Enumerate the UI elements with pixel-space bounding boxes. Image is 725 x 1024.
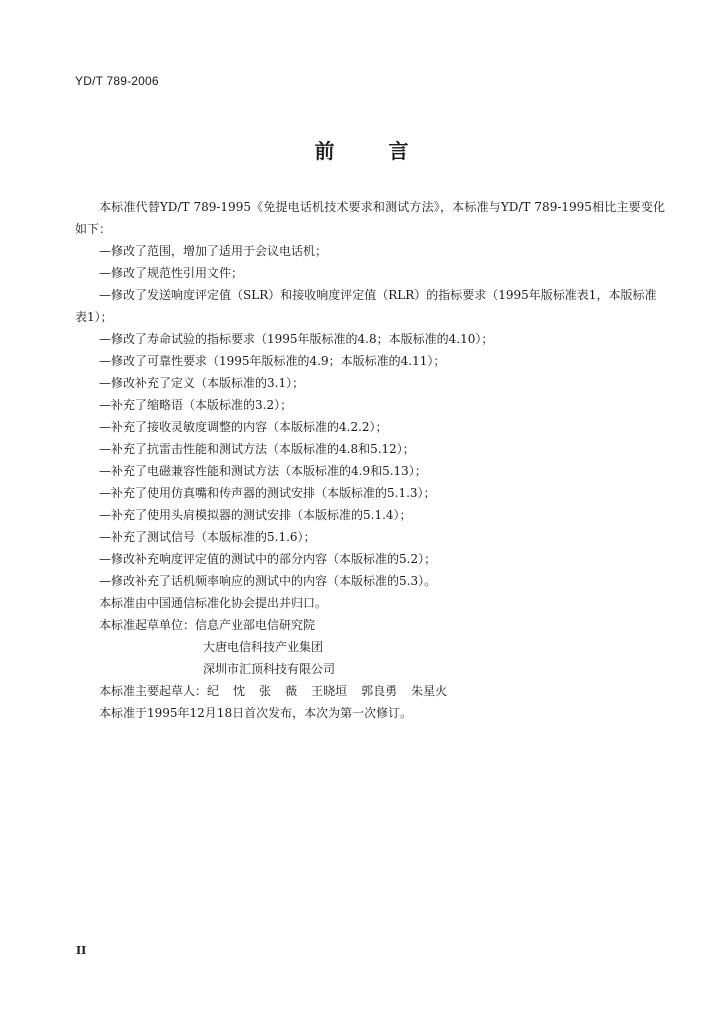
intro-line-1: 本标准代替YD/T 789-1995《免提电话机技术要求和测试方法》，本标准与YD/T 789-1995相比主要 bbox=[99, 200, 641, 214]
history-note: 本标准于1995年12月18日首次发布，本次为第一次修订。 bbox=[99, 706, 413, 720]
drafter-name: 张 bbox=[259, 684, 272, 698]
intro-line-2: 变化如下： bbox=[75, 200, 665, 236]
change-item: —修改了寿命试验的指标要求（1995年版标准的4.8；本版标准的4.10）； bbox=[99, 332, 494, 346]
change-item: —补充了电磁兼容性能和测试方法（本版标准的4.9和5.13）； bbox=[99, 464, 427, 478]
page-number: II bbox=[76, 944, 87, 957]
drafter-name: 纪 bbox=[207, 684, 220, 698]
document-body bbox=[75, 196, 665, 724]
change-item: —补充了抗雷击性能和测试方法（本版标准的4.8和5.12）； bbox=[99, 442, 415, 456]
drafting-units-label: 本标准起草单位： bbox=[99, 618, 196, 632]
drafter-name: 王晓垣 bbox=[311, 684, 348, 698]
change-item: —补充了使用头肩模拟器的测试安排（本版标准的5.1.4）； bbox=[99, 508, 412, 522]
change-item: —补充了使用仿真嘴和传声器的测试安排（本版标准的5.1.3）； bbox=[99, 486, 436, 500]
change-item: —补充了接收灵敏度调整的内容（本版标准的4.2.2）； bbox=[99, 420, 388, 434]
change-item: —修改了范围，增加了适用于会议电话机； bbox=[99, 244, 328, 258]
proposed-by: 本标准由中国通信标准化协会提出并归口。 bbox=[99, 596, 328, 610]
change-item: —修改了发送响度评定值（SLR）和接收响度评定值（RLR）的指标要求（1995年版标准表1，本版标准表1）； bbox=[75, 288, 657, 324]
drafter-name: 薇 bbox=[285, 684, 298, 698]
document-code: YD/T 789-2006 bbox=[75, 74, 159, 88]
drafter-name: 朱星火 bbox=[411, 684, 448, 698]
drafting-unit: 信息产业部电信研究院 bbox=[195, 618, 316, 632]
change-item: —修改补充响度评定值的测试中的部分内容（本版标准的5.2）； bbox=[99, 552, 437, 566]
drafting-unit: 深圳市汇顶科技有限公司 bbox=[203, 662, 336, 676]
drafting-units bbox=[75, 614, 665, 680]
drafter-name: 忱 bbox=[233, 684, 246, 698]
title-char-1: 前 bbox=[314, 139, 337, 163]
changes-list bbox=[75, 240, 665, 592]
intro-paragraph bbox=[75, 196, 665, 240]
page-title bbox=[0, 135, 725, 164]
drafting-units-first-line bbox=[75, 614, 665, 636]
title-char-2: 言 bbox=[388, 139, 411, 163]
drafting-unit: 大唐电信科技产业集团 bbox=[203, 640, 324, 654]
change-item: —修改补充了话机频率响应的测试中的内容（本版标准的5.3）。 bbox=[99, 574, 437, 588]
drafters bbox=[75, 680, 665, 702]
drafters-label: 本标准主要起草人： bbox=[99, 684, 208, 698]
change-item: —修改了规范性引用文件； bbox=[99, 266, 244, 280]
change-item: —修改了可靠性要求（1995年版标准的4.9；本版标准的4.11）； bbox=[99, 354, 446, 368]
drafter-name: 郭良勇 bbox=[361, 684, 398, 698]
change-item: —补充了测试信号（本版标准的5.1.6）； bbox=[99, 530, 316, 544]
change-item: —修改补充了定义（本版标准的3.1）； bbox=[99, 376, 305, 390]
change-item: —补充了缩略语（本版标准的3.2）； bbox=[99, 398, 293, 412]
